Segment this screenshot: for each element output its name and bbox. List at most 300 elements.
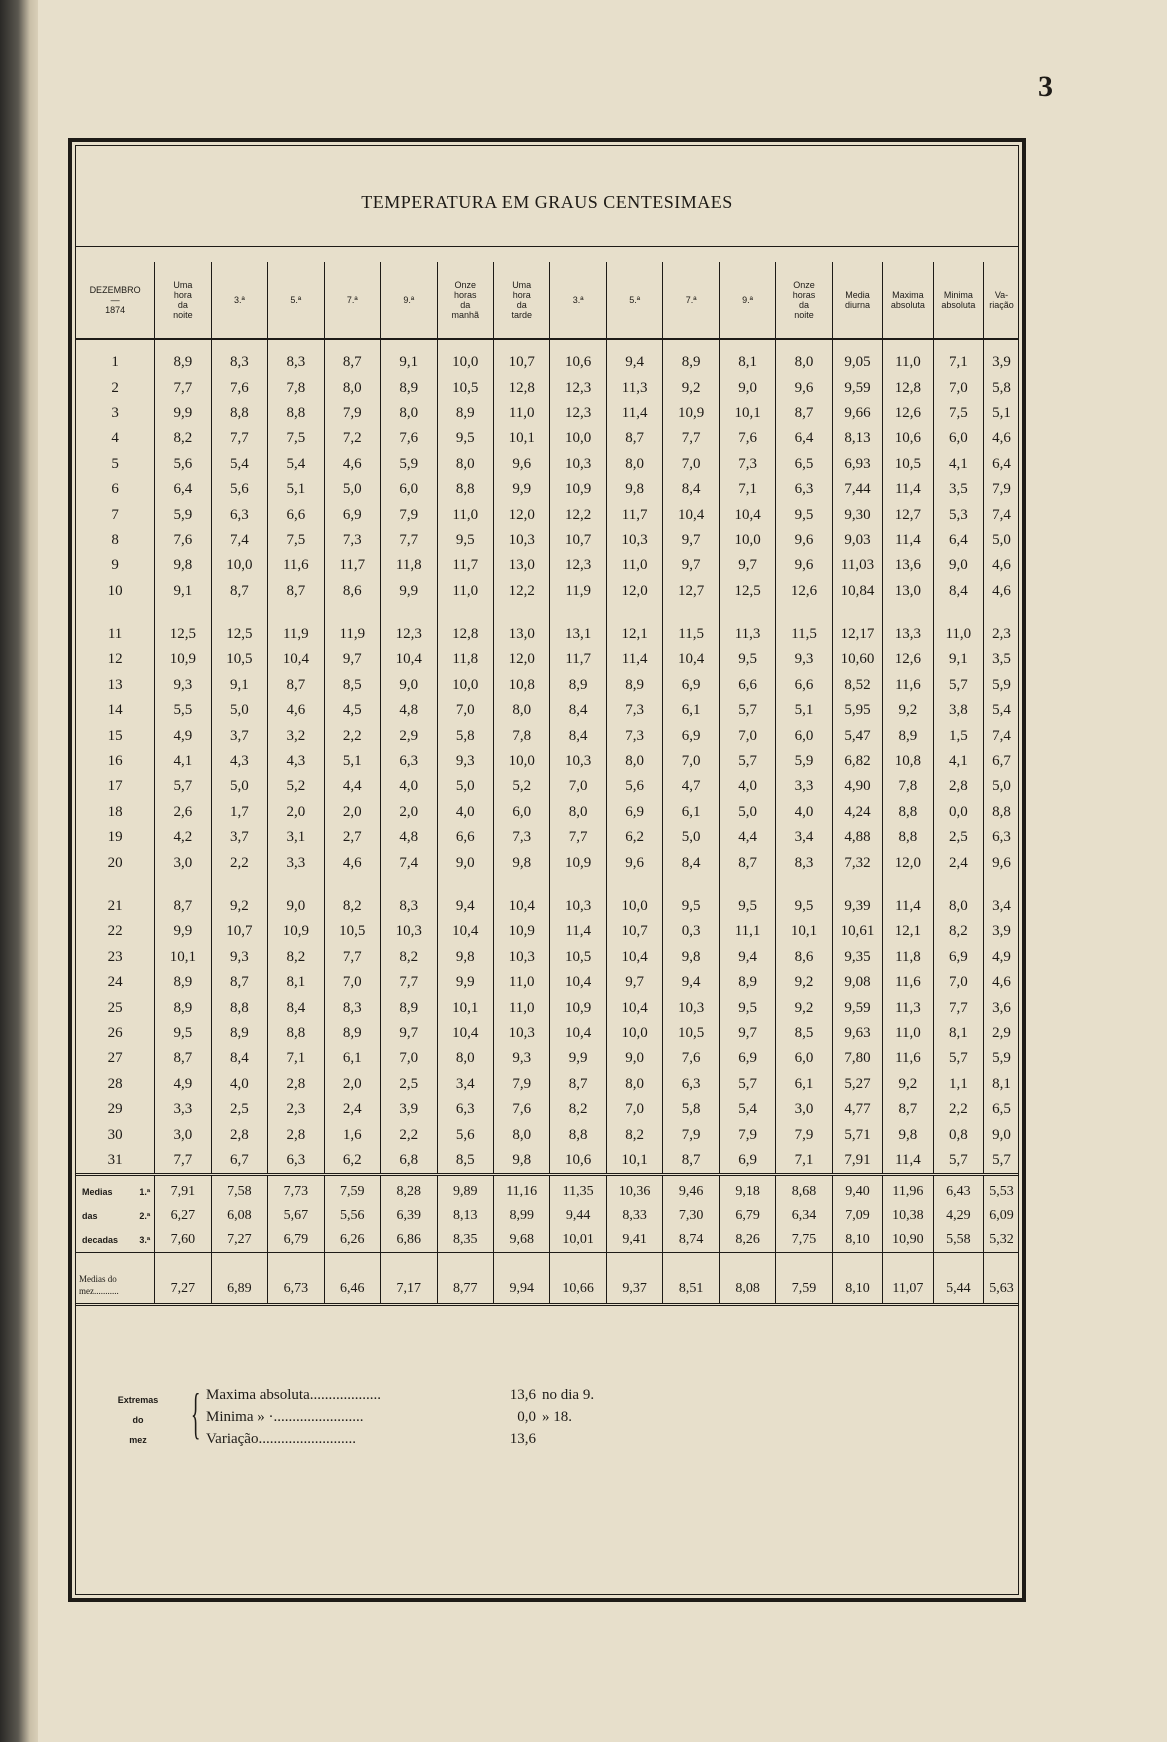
table-row — [76, 774, 1019, 799]
table-cell: 1,6 — [324, 1122, 380, 1147]
table-cell: 8,0 — [493, 698, 549, 723]
table-cell: 9,0 — [933, 553, 983, 578]
table-cell: 14 — [76, 698, 155, 723]
table-cell: 6,7 — [992, 753, 1011, 770]
table-cell: 31 — [76, 1148, 155, 1175]
table-cell: 5,8 — [992, 379, 1011, 396]
table-cell: 8,7 — [776, 401, 832, 426]
extreme-key: Maxima absoluta................... — [206, 1387, 381, 1403]
table-cell: 4,3 — [211, 749, 267, 774]
table-cell: 10,1 — [437, 995, 493, 1020]
table-cell: 2,2 — [381, 1122, 437, 1147]
table-cell: 9,9 — [155, 401, 211, 426]
table-cell: 9,0 — [992, 1126, 1011, 1143]
table-cell: 8,2 — [155, 426, 211, 451]
table-cell: 9,5 — [437, 528, 493, 553]
table-cell: 9,66 — [832, 401, 882, 426]
table-cell: 6,7 — [211, 1148, 267, 1175]
table-cell: 10,4 — [719, 502, 775, 527]
table-cell: 9,2 — [776, 970, 832, 995]
table-cell: 10,01 — [550, 1228, 606, 1253]
table-cell: 7,6 — [663, 1046, 719, 1071]
table-cell: 9,8 — [606, 477, 662, 502]
table-cell: 7,1 — [268, 1046, 324, 1071]
table-cell: 3,3 — [776, 774, 832, 799]
table-cell: 9,7 — [663, 528, 719, 553]
table-cell: 7,3 — [324, 528, 380, 553]
table-cell: 8,9 — [719, 970, 775, 995]
table-cell: 2 — [76, 375, 155, 400]
table-cell: 7,0 — [550, 774, 606, 799]
table-cell: 6,1 — [324, 1046, 380, 1071]
table-cell: 10,5 — [324, 919, 380, 944]
table-cell: 4,6 — [324, 452, 380, 477]
table-cell: 5 — [76, 452, 155, 477]
table-row — [76, 452, 1019, 477]
table-cell: 10,4 — [663, 502, 719, 527]
table-cell: 5,7 — [719, 698, 775, 723]
table-cell: 10,3 — [381, 919, 437, 944]
table-cell: 7,7 — [663, 426, 719, 451]
table-cell: 30 — [76, 1122, 155, 1147]
extreme-line — [206, 1428, 594, 1450]
table-cell: 12,6 — [776, 579, 832, 604]
table-row — [76, 850, 1019, 875]
table-frame-inner — [75, 145, 1019, 1595]
table-cell: 9,8 — [493, 850, 549, 875]
table-cell: 3,0 — [155, 1122, 211, 1147]
table-cell: 7,0 — [933, 970, 983, 995]
table-cell: 7,9 — [663, 1122, 719, 1147]
table-cell: 8,10 — [832, 1253, 882, 1305]
table-cell: 9,0 — [719, 375, 775, 400]
table-cell: 8,9 — [606, 673, 662, 698]
table-cell: 10,5 — [211, 647, 267, 672]
table-cell: 9,8 — [493, 1148, 549, 1175]
table-cell: 11,0 — [606, 553, 662, 578]
table-cell: 7,91 — [832, 1148, 882, 1175]
table-cell: 5,4 — [268, 452, 324, 477]
table-cell: 8,33 — [606, 1204, 662, 1228]
table-cell: 3,7 — [211, 825, 267, 850]
table-cell: 6,43 — [933, 1175, 983, 1205]
table-row — [76, 749, 1019, 774]
column-header: 3.ª — [550, 262, 606, 339]
table-cell: 8 — [76, 528, 155, 553]
table-cell: 7,3 — [606, 723, 662, 748]
column-header: Uma hora da noite — [155, 262, 211, 339]
table-cell: 1,7 — [211, 800, 267, 825]
table-cell: 8,9 — [155, 995, 211, 1020]
table-cell: 11,16 — [493, 1175, 549, 1205]
table-cell: 8,99 — [493, 1204, 549, 1228]
table-row — [76, 945, 1019, 970]
table-cell: 3,4 — [437, 1072, 493, 1097]
table-cell: 12,0 — [606, 579, 662, 604]
table-cell: 3,1 — [268, 825, 324, 850]
table-cell: 5,7 — [933, 673, 983, 698]
table-cell: 8,1 — [933, 1021, 983, 1046]
table-row — [76, 1046, 1019, 1071]
table-cell: 8,13 — [832, 426, 882, 451]
table-cell: 6,79 — [268, 1228, 324, 1253]
table-cell: 8,1 — [268, 970, 324, 995]
table-cell: 9,7 — [663, 553, 719, 578]
table-cell: 3,0 — [155, 850, 211, 875]
table-cell: 8,0 — [933, 894, 983, 919]
table-cell: 9,9 — [493, 477, 549, 502]
table-cell: 9,8 — [155, 553, 211, 578]
table-cell: 6,8 — [381, 1148, 437, 1175]
table-cell: 8,35 — [437, 1228, 493, 1253]
table-cell: 8,77 — [437, 1253, 493, 1305]
table-cell: 9,5 — [437, 426, 493, 451]
table-cell: 9,4 — [437, 894, 493, 919]
table-cell: 3,9 — [992, 923, 1011, 940]
table-cell: 8,0 — [776, 339, 832, 375]
table-cell: 10,60 — [832, 647, 882, 672]
table-cell: 8,3 — [324, 995, 380, 1020]
table-cell: 5,9 — [992, 1050, 1011, 1067]
table-cell: 4,0 — [381, 774, 437, 799]
table-cell: 11,0 — [493, 401, 549, 426]
table-cell: 12,3 — [550, 401, 606, 426]
table-cell: 12,0 — [493, 647, 549, 672]
table-cell: 6 — [76, 477, 155, 502]
table-cell: 7,7 — [324, 945, 380, 970]
table-cell: 2,4 — [324, 1097, 380, 1122]
table-cell: 8,7 — [211, 579, 267, 604]
table-cell: 9,37 — [606, 1253, 662, 1305]
table-cell: 3,7 — [211, 723, 267, 748]
column-header: 7.ª — [324, 262, 380, 339]
table-cell: 9,44 — [550, 1204, 606, 1228]
table-cell: 5,47 — [832, 723, 882, 748]
table-cell: 7,59 — [776, 1253, 832, 1305]
table-cell: 12,5 — [719, 579, 775, 604]
table-cell: 10,7 — [550, 528, 606, 553]
table-cell: 5,9 — [155, 502, 211, 527]
table-cell: 8,6 — [776, 945, 832, 970]
table-cell: 10,9 — [550, 850, 606, 875]
table-cell: 8,7 — [268, 579, 324, 604]
table-cell: 6,2 — [606, 825, 662, 850]
table-cell: 7,7 — [550, 825, 606, 850]
table-cell: 5,53 — [984, 1175, 1019, 1205]
table-cell: 9,1 — [381, 339, 437, 375]
table-cell: 9,40 — [832, 1175, 882, 1205]
table-cell: 8,68 — [776, 1175, 832, 1205]
table-cell: 10,4 — [381, 647, 437, 672]
table-cell: 9,1 — [933, 647, 983, 672]
table-cell: 7,0 — [381, 1046, 437, 1071]
table-cell: 7,9 — [992, 481, 1011, 498]
column-header: 3.ª — [211, 262, 267, 339]
table-cell: 5,5 — [155, 698, 211, 723]
table-cell: 6,4 — [933, 528, 983, 553]
table-cell: 4,2 — [155, 825, 211, 850]
table-cell: 4,77 — [832, 1097, 882, 1122]
table-cell: 5,6 — [437, 1122, 493, 1147]
table-cell: 7,0 — [606, 1097, 662, 1122]
table-cell: 4,1 — [933, 749, 983, 774]
table-cell: 5,1 — [324, 749, 380, 774]
table-cell: 7,60 — [155, 1228, 211, 1253]
table-cell: 7,7 — [155, 1148, 211, 1175]
column-header: Media diurna — [832, 262, 882, 339]
table-cell: 3,3 — [155, 1097, 211, 1122]
table-cell: 9,89 — [437, 1175, 493, 1205]
table-cell: 9,6 — [606, 850, 662, 875]
extreme-value: 13,6 — [509, 1387, 536, 1403]
table-cell: 7,17 — [381, 1253, 437, 1305]
table-cell: 11,4 — [883, 528, 933, 553]
table-cell: 10,3 — [493, 528, 549, 553]
table-cell: 7,73 — [268, 1175, 324, 1205]
brace-icon: { — [191, 1383, 201, 1445]
table-cell: 7,3 — [493, 825, 549, 850]
table-cell: 13,0 — [493, 553, 549, 578]
table-cell: 4,1 — [933, 452, 983, 477]
table-row — [76, 477, 1019, 502]
table-cell: 0,8 — [933, 1122, 983, 1147]
table-cell: 8,6 — [324, 579, 380, 604]
table-cell: 3,4 — [776, 825, 832, 850]
header-row — [76, 262, 1019, 339]
table-cell: 8,51 — [663, 1253, 719, 1305]
table-cell: 11,0 — [437, 579, 493, 604]
table-cell: 8,7 — [268, 673, 324, 698]
table-cell: 3,6 — [992, 999, 1011, 1016]
table-cell: 11,7 — [437, 553, 493, 578]
table-cell: 7,5 — [933, 401, 983, 426]
table-cell: 5,7 — [719, 749, 775, 774]
table-cell: 10,0 — [437, 339, 493, 375]
table-cell: 11,9 — [550, 579, 606, 604]
table-cell: 8,7 — [324, 339, 380, 375]
table-cell: 8,9 — [381, 375, 437, 400]
table-cell: 4 — [76, 426, 155, 451]
table-cell: 4,9 — [992, 948, 1011, 965]
table-cell: 8,9 — [324, 1021, 380, 1046]
decade-means-row — [76, 1228, 1019, 1253]
table-cell: 10,4 — [437, 1021, 493, 1046]
table-cell: 5,1 — [776, 698, 832, 723]
table-cell: 21 — [76, 894, 155, 919]
extreme-key: Variação.......................... — [206, 1431, 356, 1447]
table-cell: 9,2 — [883, 1072, 933, 1097]
table-cell: 9,0 — [606, 1046, 662, 1071]
table-cell: 12,2 — [493, 579, 549, 604]
table-cell: 8,0 — [437, 452, 493, 477]
page-number: 3 — [1038, 70, 1053, 103]
table-cell: 4,88 — [832, 825, 882, 850]
table-cell: 10,4 — [268, 647, 324, 672]
table-cell: 7,8 — [268, 375, 324, 400]
month-means-row — [76, 1253, 1019, 1305]
table-cell: 9,18 — [719, 1175, 775, 1205]
table-cell: 11,35 — [550, 1175, 606, 1205]
table-cell: 7,0 — [324, 970, 380, 995]
table-cell: 11,03 — [832, 553, 882, 578]
table-cell: 10,1 — [155, 945, 211, 970]
table-cell: 11,8 — [381, 553, 437, 578]
table-cell: 5,7 — [155, 774, 211, 799]
table-cell: 2,0 — [268, 800, 324, 825]
table-cell: 11 — [76, 622, 155, 647]
table-cell: 9,94 — [493, 1253, 549, 1305]
table-cell: 5,0 — [437, 774, 493, 799]
table-row — [76, 426, 1019, 451]
table-row — [76, 894, 1019, 919]
table-cell: 10,4 — [606, 945, 662, 970]
table-cell: 6,4 — [776, 426, 832, 451]
table-cell: 11,0 — [493, 970, 549, 995]
table-cell: 8,7 — [211, 970, 267, 995]
table-cell: 4,9 — [155, 1072, 211, 1097]
table-cell: 10,4 — [493, 894, 549, 919]
column-header: 5.ª — [268, 262, 324, 339]
table-cell: 11,6 — [883, 1046, 933, 1071]
table-cell: 11,0 — [493, 995, 549, 1020]
table-cell: 10,84 — [832, 579, 882, 604]
table-cell: 5,0 — [211, 698, 267, 723]
table-cell: 2,7 — [324, 825, 380, 850]
table-cell: 8,7 — [883, 1097, 933, 1122]
table-cell: 9,05 — [832, 339, 882, 375]
table-cell: 9,6 — [776, 375, 832, 400]
table-cell: 7,3 — [606, 698, 662, 723]
table-cell: 11,0 — [437, 502, 493, 527]
table-cell: 9,7 — [719, 1021, 775, 1046]
table-cell: 6,1 — [776, 1072, 832, 1097]
table-row — [76, 622, 1019, 647]
table-cell: 5,67 — [268, 1204, 324, 1228]
table-row — [76, 375, 1019, 400]
table-cell: 6,0 — [493, 800, 549, 825]
table-cell: 11,6 — [268, 553, 324, 578]
table-cell: 8,4 — [550, 723, 606, 748]
table-cell: 9,6 — [992, 854, 1011, 871]
table-cell: 6,46 — [324, 1253, 380, 1305]
table-cell: 9,68 — [493, 1228, 549, 1253]
table-cell: 2,2 — [933, 1097, 983, 1122]
table-cell: 8,3 — [211, 339, 267, 375]
table-cell: 6,9 — [719, 1148, 775, 1175]
table-cell: 10,0 — [493, 749, 549, 774]
table-cell: 5,6 — [606, 774, 662, 799]
table-cell: 4,4 — [719, 825, 775, 850]
table-cell: 8,1 — [719, 339, 775, 375]
table-cell: 7,0 — [663, 452, 719, 477]
table-cell: 8,8 — [883, 800, 933, 825]
table-cell: 10,1 — [776, 919, 832, 944]
table-cell: 8,9 — [381, 995, 437, 1020]
table-cell: 12 — [76, 647, 155, 672]
table-cell: 6,6 — [776, 673, 832, 698]
table-cell: 9,63 — [832, 1021, 882, 1046]
table-cell: 6,3 — [776, 477, 832, 502]
table-cell: 6,39 — [381, 1204, 437, 1228]
table-cell: 9,1 — [155, 579, 211, 604]
table-cell: 6,3 — [663, 1072, 719, 1097]
table-cell: 5,1 — [268, 477, 324, 502]
table-cell: 7,9 — [381, 502, 437, 527]
table-cell: 11,7 — [324, 553, 380, 578]
table-cell: 7,6 — [493, 1097, 549, 1122]
table-cell: 2,8 — [268, 1122, 324, 1147]
table-cell: 9,46 — [663, 1175, 719, 1205]
table-cell: 7,6 — [155, 528, 211, 553]
table-cell: 3 — [76, 401, 155, 426]
month-means-label: Medias do mez........... — [76, 1253, 155, 1305]
table-cell: 8,4 — [550, 698, 606, 723]
table-cell: 9,1 — [211, 673, 267, 698]
table-cell — [76, 1204, 155, 1228]
table-cell: 10,7 — [493, 339, 549, 375]
table-cell: 4,6 — [992, 430, 1011, 447]
table-cell: 10,0 — [550, 426, 606, 451]
table-cell: 7,4 — [211, 528, 267, 553]
table-cell: 8,0 — [550, 800, 606, 825]
table-cell: 2,2 — [324, 723, 380, 748]
table-cell: 5,6 — [155, 452, 211, 477]
extreme-line — [206, 1406, 594, 1428]
table-cell: 8,28 — [381, 1175, 437, 1205]
table-cell: 3,9 — [381, 1097, 437, 1122]
table-cell: 7,1 — [719, 477, 775, 502]
table-cell: 6,34 — [776, 1204, 832, 1228]
table-cell: 8,0 — [381, 401, 437, 426]
table-cell: 8,2 — [606, 1122, 662, 1147]
table-cell: 7,0 — [933, 375, 983, 400]
table-cell: 7,7 — [211, 426, 267, 451]
table-cell: 8,4 — [663, 850, 719, 875]
column-header: 9.ª — [381, 262, 437, 339]
table-cell: 6,0 — [381, 477, 437, 502]
table-row — [76, 825, 1019, 850]
table-cell: 8,74 — [663, 1228, 719, 1253]
table-cell: 8,0 — [606, 1072, 662, 1097]
table-cell: 7,0 — [663, 749, 719, 774]
table-cell: 10,7 — [606, 919, 662, 944]
table-cell: 6,09 — [989, 1208, 1014, 1224]
table-cell: 5,0 — [992, 531, 1011, 548]
table-cell: 9,4 — [663, 970, 719, 995]
table-cell: 8,7 — [155, 1046, 211, 1071]
table-cell: 8,1 — [992, 1075, 1011, 1092]
table-row — [76, 339, 1019, 375]
table-cell: 19 — [76, 825, 155, 850]
table-cell: 2,8 — [268, 1072, 324, 1097]
table-cell: 25 — [76, 995, 155, 1020]
table-cell: 9,0 — [381, 673, 437, 698]
table-cell: 8,2 — [550, 1097, 606, 1122]
table-cell: 10,66 — [550, 1253, 606, 1305]
decade-means-row — [76, 1204, 1019, 1228]
table-cell: 1,1 — [933, 1072, 983, 1097]
table-frame — [68, 138, 1026, 1602]
table-cell: 7,6 — [211, 375, 267, 400]
table-cell: 7,6 — [719, 426, 775, 451]
table-cell: 8,9 — [663, 339, 719, 375]
table-cell: 8,9 — [211, 1021, 267, 1046]
table-cell: 9,41 — [606, 1228, 662, 1253]
table-cell: 8,8 — [883, 825, 933, 850]
table-cell: 7,7 — [381, 528, 437, 553]
table-cell: 5,4 — [719, 1097, 775, 1122]
table-cell: 12,0 — [493, 502, 549, 527]
